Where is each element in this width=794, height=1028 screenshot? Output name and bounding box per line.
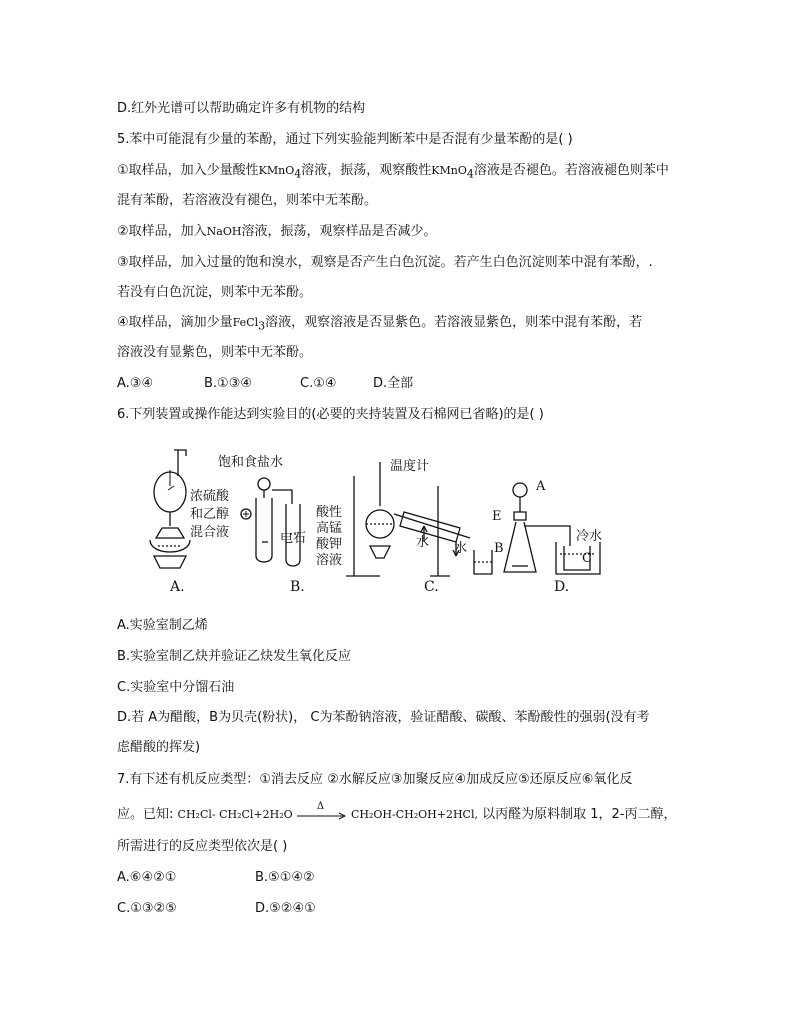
q5-statement-2: [117, 223, 436, 241]
b-top-label: 饱和食盐水: [218, 455, 284, 470]
text: 以丙醛为原料制取 1，2-丙二醇，: [482, 807, 677, 822]
a-label-1: 浓硫酸: [190, 489, 230, 504]
q6-option-b: B.实验室制乙炔并验证乙炔发生氧化反应: [117, 649, 352, 664]
subscript: 4: [294, 167, 302, 181]
q5-option-c: C.①④: [300, 376, 337, 391]
text: 溶液，观察溶液是否显紫色。若溶液显紫色，则苯中混有苯酚，若: [265, 315, 643, 330]
q6-option-c: C.实验室中分馏石油: [117, 680, 235, 695]
b-caption: B.: [290, 579, 305, 595]
q5-option-d: D.全部: [373, 376, 414, 391]
reactants: CH₂Cl- CH₂Cl+2H₂O: [177, 808, 293, 821]
products: CH₂OH-CH₂OH+2HCl,: [350, 808, 478, 821]
q6-option-a: A.实验室制乙烯: [117, 618, 208, 633]
subscript: 3: [258, 319, 266, 333]
q5-statement-1: [117, 162, 669, 184]
q6-option-d-cont: 虑醋酸的挥发): [117, 740, 201, 755]
c-thermometer-label: 温度计: [390, 459, 430, 474]
b-side-4: 溶液: [316, 553, 343, 568]
d-label-c: C: [582, 551, 592, 566]
text: ①取样品，加入少量酸性: [117, 163, 259, 178]
b-side-2: 高锰: [316, 521, 343, 536]
q7-option-d: D.⑤②④①: [255, 901, 316, 916]
q5-statement-4-cont: 溶液没有显紫色，则苯中无苯酚。: [117, 345, 313, 360]
q5-statement-3: ③取样品，加入过量的饱和溴水，观察是否产生白色沉淀。若产生白色沉淀则苯中混有苯酚，.: [117, 255, 653, 270]
text: ④取样品，滴加少量: [117, 315, 233, 330]
formula-fecl3: FeCl: [232, 316, 259, 329]
text: 溶液是否褪色。若溶液褪色则苯中: [473, 163, 669, 178]
q7-option-b: B.⑤①④②: [255, 870, 315, 885]
d-label-b: B: [494, 541, 504, 556]
q7-equation-line: [117, 800, 677, 824]
text: ②取样品，加入: [117, 224, 207, 239]
q5-statement-4: [117, 314, 642, 336]
b-stone-label: 电石: [280, 531, 307, 546]
apparatus-b: [241, 478, 300, 566]
formula-kmno4: KMnO: [431, 164, 467, 177]
q7-option-c: C.①③②⑤: [117, 901, 177, 916]
apparatus-c: [346, 462, 492, 576]
question-5-stem: 5.苯中可能混有少量的苯酚，通过下列实验能判断苯中是否混有少量苯酚的是( ): [117, 132, 573, 147]
b-side-3: 酸钾: [316, 537, 343, 552]
c-water-out: 水: [454, 541, 468, 556]
heat-condition: Δ: [316, 800, 325, 812]
question-7-stem: 7.有下述有机反应类型：①消去反应 ②水解反应③加聚反应④加成反应⑤还原反应⑥氧化反: [117, 772, 633, 787]
question-6-stem: 6.下列装置或操作能达到实验目的(必要的夹持装置及石棉网已省略)的是( ): [117, 407, 544, 422]
formula-kmno4: KMnO: [258, 164, 295, 177]
text: 溶液，振荡，观察样品是否减少。: [241, 224, 437, 239]
a-label-2: 和乙醇: [190, 507, 230, 522]
q5-statement-1-cont: 混有苯酚，若溶液没有褪色，则苯中无苯酚。: [117, 193, 378, 208]
text: 溶液，振荡，观察酸性: [301, 163, 432, 178]
reaction-arrow: [297, 800, 347, 822]
formula-naoh: NaOH: [206, 225, 242, 238]
q5-option-a: A.③④: [117, 376, 154, 391]
q7-option-a: A.⑥④②①: [117, 870, 177, 885]
q7-question: 所需进行的反应类型依次是( ): [117, 839, 288, 854]
c-caption: C.: [424, 579, 439, 595]
b-side-1: 酸性: [316, 505, 343, 520]
a-label-3: 混合液: [190, 525, 230, 540]
d-cold-water: 冷水: [576, 529, 603, 544]
apparatus-a: [150, 450, 190, 568]
q5-option-b: B.①③④: [204, 376, 253, 391]
option-d-previous: D.红外光谱可以帮助确定许多有机物的结构: [117, 101, 366, 116]
d-caption: D.: [554, 579, 570, 595]
d-label-e: E: [492, 509, 502, 524]
arrow-icon: [297, 808, 347, 822]
text: 应。已知:: [117, 807, 174, 822]
apparatus-figure: [140, 446, 610, 596]
subscript: 4: [466, 167, 474, 181]
a-caption: A.: [170, 579, 185, 595]
d-label-a: A: [536, 479, 546, 494]
c-water-in: 水: [416, 535, 430, 550]
q5-statement-3-cont: 若没有白色沉淀，则苯中无苯酚。: [117, 285, 313, 300]
q6-option-d: D.若 A为醋酸，B为贝壳(粉状)， C为苯酚钠溶液，验证醋酸、碳酸、苯酚酸性的强弱(没有考: [117, 710, 650, 725]
